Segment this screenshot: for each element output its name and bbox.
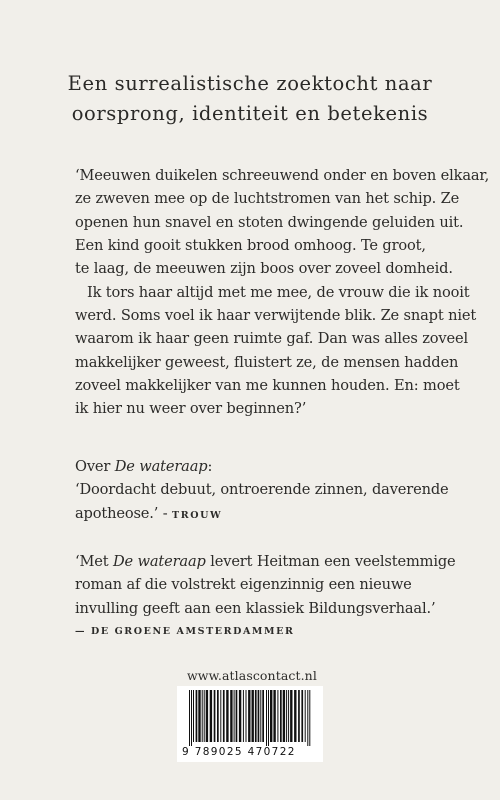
barcode-bar: [262, 690, 264, 742]
excerpt-line: makkelijker geweest, fluistert ze, de mensen hadden: [75, 353, 459, 371]
barcode-bar: [220, 690, 221, 742]
publisher-url: www.atlascontact.nl: [187, 668, 317, 683]
barcode-bar: [260, 690, 261, 742]
barcode-bar: [236, 690, 238, 742]
excerpt-line: ‘Meeuwen duikelen schreeuwend onder en boven elkaar,: [75, 167, 490, 184]
review-groene: [75, 550, 456, 644]
barcode-bar: [305, 690, 306, 742]
review-source: TROUW: [172, 509, 223, 521]
tagline-line-1: Een surrealistische zoektocht naar: [67, 72, 433, 95]
barcode-bar: [246, 690, 247, 742]
review-quote-end: apotheose.’ -: [75, 504, 173, 522]
review-source: — DE GROENE AMSTERDAMMER: [75, 626, 295, 638]
barcode-bar: [286, 690, 287, 742]
barcode-bar: [290, 690, 292, 742]
barcode-guard-bar: [266, 690, 267, 746]
barcode-bar: [196, 690, 198, 742]
review-quote-line: [75, 502, 435, 527]
excerpt-line: werd. Soms voel ik haar verwijtende blik. Ze snapt niet: [75, 307, 477, 325]
excerpt-line: zoveel makkelijker van me kunnen houden. En: moet: [75, 377, 460, 395]
review-quote-line: ‘Doordacht debuut, ontroerende zinnen, daverende: [75, 481, 449, 499]
barcode-bar: [277, 690, 278, 742]
review-intro: [75, 455, 435, 478]
barcode-bar: [255, 690, 257, 742]
excerpt-line: Een kind gooit stukken brood omhoog. Te groot,: [75, 237, 426, 255]
tagline-line-2: oorsprong, identiteit en betekenis: [71, 102, 429, 125]
review-quote-line: invulling geeft aan een klassiek Bildungsverhaal.’: [75, 599, 436, 617]
barcode-bar: [223, 690, 225, 742]
barcode-bar: [280, 690, 282, 742]
barcode-bar: [243, 690, 244, 742]
barcode-bar: [214, 690, 216, 742]
excerpt-line: ik hier nu weer over beginnen?’: [75, 400, 307, 418]
isbn-barcode: [177, 686, 323, 762]
barcode-bar: [217, 690, 219, 742]
book-excerpt: [75, 164, 490, 421]
review-intro-suffix: :: [207, 458, 213, 475]
barcode-bar: [248, 690, 250, 742]
barcode-bar: [252, 690, 254, 742]
review-trouw: [75, 455, 449, 527]
barcode-guard-bar: [307, 690, 308, 746]
review-quote-start: ‘Met: [75, 553, 113, 570]
isbn-digits: 9 789025 470722: [182, 746, 296, 758]
barcode-guard-bar: [309, 690, 310, 746]
barcode-bar: [258, 690, 260, 742]
barcode-bar: [283, 690, 285, 742]
barcode-bar: [206, 690, 208, 742]
review-quote-line: roman af die volstrekt eigenzinnig een nieuwe: [75, 576, 412, 594]
barcode-bar: [210, 690, 212, 742]
barcode-bar: [270, 690, 272, 742]
barcode-bar: [202, 690, 203, 742]
barcode-bar: [239, 690, 241, 742]
barcode-guard-bar: [191, 690, 192, 746]
review-quote-line: [75, 550, 456, 573]
barcode-bar: [193, 690, 194, 742]
barcode-bar: [288, 690, 289, 742]
book-title: De wateraap: [114, 458, 208, 475]
book-title: De wateraap: [112, 553, 206, 570]
barcode-bar: [226, 690, 228, 742]
review-intro-prefix: Over: [75, 458, 115, 475]
excerpt-line: waarom ik haar geen ruimte gaf. Dan was alles zoveel: [75, 330, 468, 348]
barcode-bar: [298, 690, 300, 742]
barcode-guard-bar: [268, 690, 269, 746]
excerpt-line: openen hun snavel en stoten dwingende geluiden uit.: [75, 213, 464, 231]
excerpt-line: ze zweven mee op de luchtstromen van het schip. Ze: [75, 190, 460, 208]
excerpt-line: te laag, de meeuwen zijn boos over zoveel domheid.: [75, 260, 453, 278]
barcode-bar: [204, 690, 205, 742]
barcode-bar: [294, 690, 296, 742]
barcode-bar: [198, 690, 200, 742]
barcode-bar: [234, 690, 235, 742]
barcode-bar: [301, 690, 303, 742]
review-quote-cont: levert Heitman een veelstemmige: [205, 553, 456, 570]
excerpt-line: Ik tors haar altijd met me mee, de vrouw die ik nooit: [87, 283, 470, 301]
back-cover-tagline: [0, 69, 500, 129]
barcode-bar: [230, 690, 232, 742]
barcode-bar: [273, 690, 275, 742]
barcode-guard-bar: [189, 690, 190, 746]
